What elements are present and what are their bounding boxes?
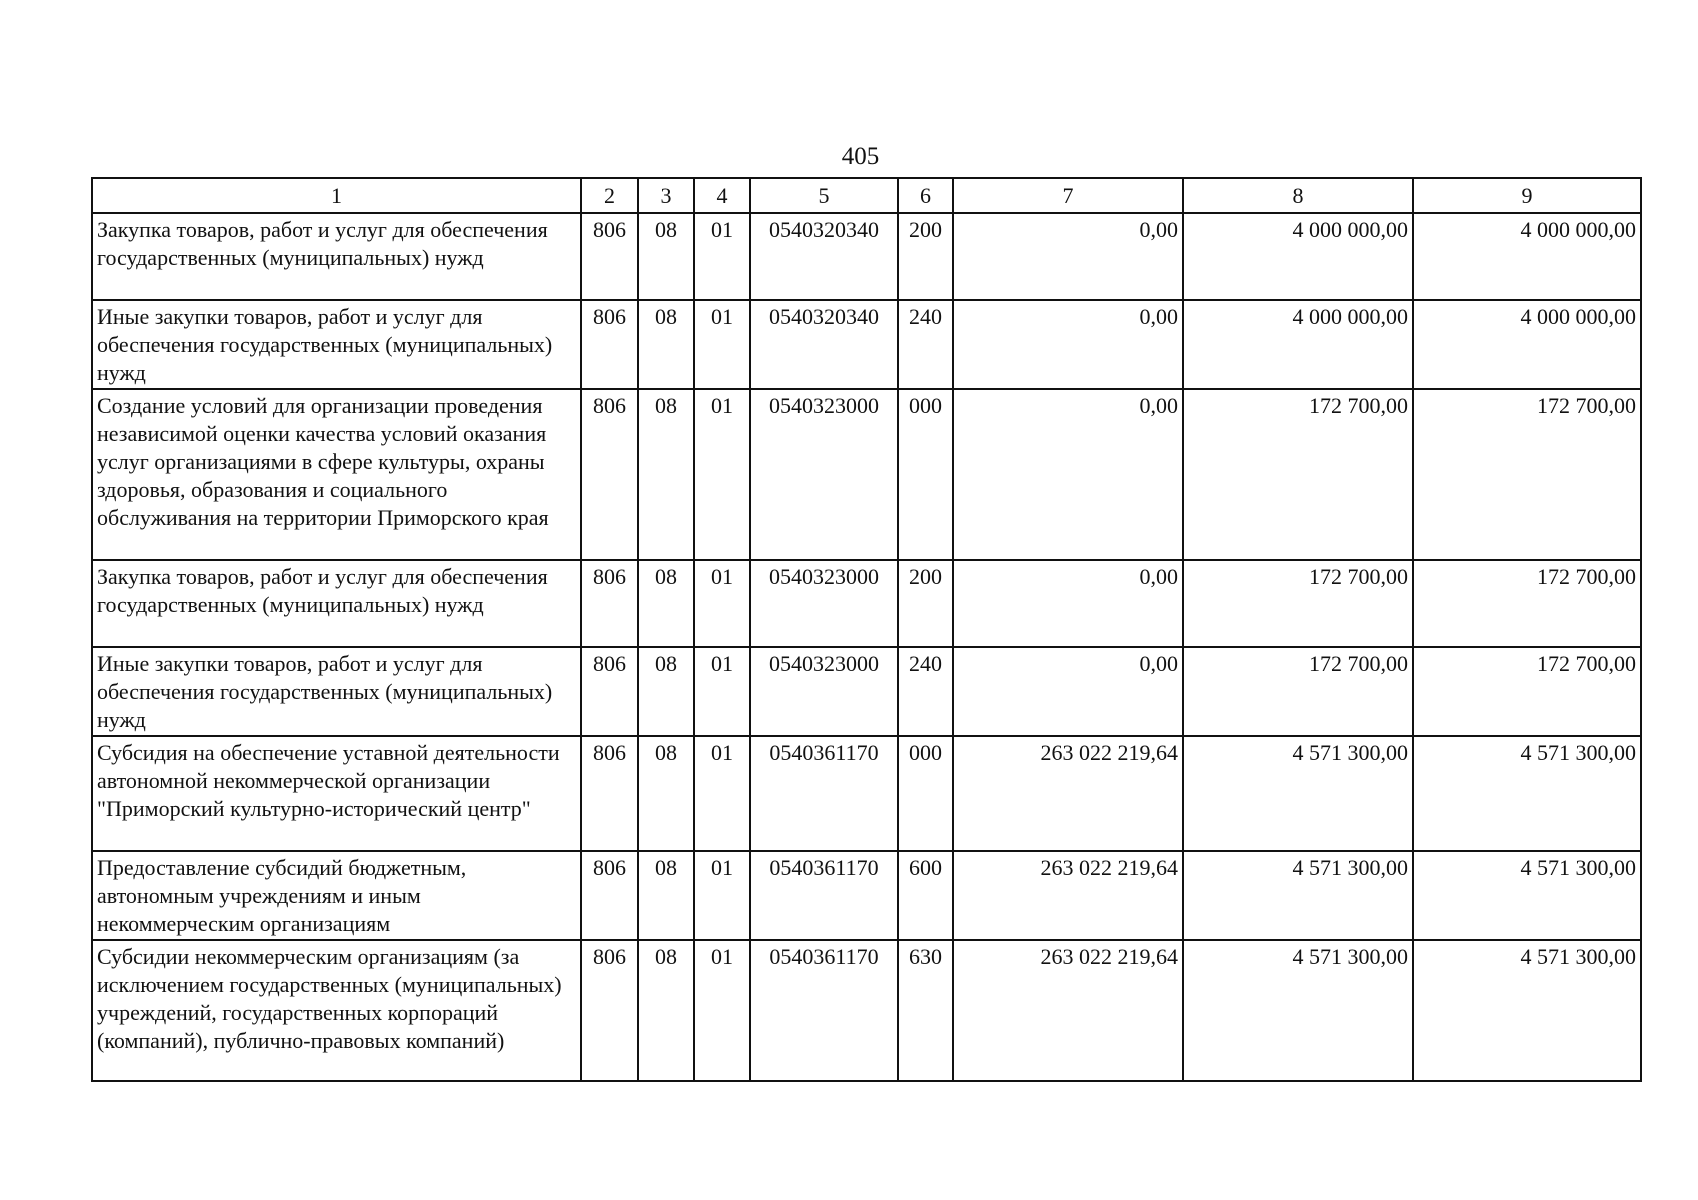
cell-target-article: 0540323000 [750,560,898,647]
cell-amount-9: 172 700,00 [1413,647,1641,736]
cell-target-article: 0540320340 [750,300,898,389]
cell-target-article: 0540320340 [750,213,898,300]
cell-target-article: 0540323000 [750,647,898,736]
cell-expense-type: 200 [898,213,953,300]
column-header: 2 [581,178,638,213]
cell-expense-type: 630 [898,940,953,1081]
cell-amount-7: 0,00 [953,213,1183,300]
column-header: 6 [898,178,953,213]
cell-amount-8: 4 571 300,00 [1183,736,1413,851]
row-description: Субсидии некоммерческим организациям (за исключением государственных (муниципальных) учреждений, государственных корпораций (компаний), публично-правовых компаний) [92,940,581,1081]
table-row [92,213,1641,300]
row-description: Субсидия на обеспечение уставной деятельности автономной некоммерческой организации "Приморский культурно-исторический центр" [92,736,581,851]
row-description: Закупка товаров, работ и услуг для обеспечения государственных (муниципальных) нужд [92,213,581,300]
cell-amount-9: 4 571 300,00 [1413,940,1641,1081]
cell-amount-8: 4 571 300,00 [1183,940,1413,1081]
column-number-row [92,178,1641,213]
row-description: Предоставление субсидий бюджетным, автономным учреждениям и иным некоммерческим организациям [92,851,581,940]
cell-amount-9: 4 000 000,00 [1413,213,1641,300]
cell-amount-7: 0,00 [953,647,1183,736]
cell-section: 08 [638,736,694,851]
cell-section: 08 [638,389,694,560]
cell-amount-7: 0,00 [953,389,1183,560]
cell-ministry-code: 806 [581,736,638,851]
table-row [92,736,1641,851]
cell-amount-7: 263 022 219,64 [953,851,1183,940]
cell-expense-type: 600 [898,851,953,940]
row-description: Иные закупки товаров, работ и услуг для обеспечения государственных (муниципальных) нужд [92,300,581,389]
cell-expense-type: 200 [898,560,953,647]
column-header: 8 [1183,178,1413,213]
column-header: 7 [953,178,1183,213]
column-header: 3 [638,178,694,213]
column-header: 1 [92,178,581,213]
cell-subsection: 01 [694,647,750,736]
cell-amount-8: 172 700,00 [1183,389,1413,560]
table-row [92,851,1641,940]
cell-subsection: 01 [694,560,750,647]
cell-target-article: 0540361170 [750,851,898,940]
row-description: Закупка товаров, работ и услуг для обеспечения государственных (муниципальных) нужд [92,560,581,647]
column-header: 5 [750,178,898,213]
cell-target-article: 0540323000 [750,389,898,560]
cell-amount-9: 172 700,00 [1413,389,1641,560]
cell-section: 08 [638,647,694,736]
cell-amount-8: 4 000 000,00 [1183,300,1413,389]
cell-ministry-code: 806 [581,647,638,736]
cell-amount-8: 4 571 300,00 [1183,851,1413,940]
cell-subsection: 01 [694,851,750,940]
cell-ministry-code: 806 [581,213,638,300]
cell-target-article: 0540361170 [750,736,898,851]
cell-subsection: 01 [694,389,750,560]
table-row [92,647,1641,736]
table-row [92,940,1641,1081]
cell-expense-type: 240 [898,300,953,389]
cell-amount-7: 263 022 219,64 [953,940,1183,1081]
cell-amount-9: 4 000 000,00 [1413,300,1641,389]
cell-target-article: 0540361170 [750,940,898,1081]
cell-section: 08 [638,940,694,1081]
table-row [92,560,1641,647]
cell-section: 08 [638,560,694,647]
cell-ministry-code: 806 [581,300,638,389]
cell-ministry-code: 806 [581,851,638,940]
cell-amount-7: 0,00 [953,300,1183,389]
cell-subsection: 01 [694,940,750,1081]
row-description: Создание условий для организации проведения независимой оценки качества условий оказания услуг организациями в сфере культуры, охраны здоровья, образования и социального обслуживания на территории Приморского края [92,389,581,560]
cell-expense-type: 000 [898,736,953,851]
budget-table [91,177,1642,1082]
column-header: 9 [1413,178,1641,213]
cell-amount-8: 172 700,00 [1183,560,1413,647]
cell-amount-9: 172 700,00 [1413,560,1641,647]
cell-section: 08 [638,300,694,389]
table-row [92,389,1641,560]
cell-expense-type: 000 [898,389,953,560]
cell-amount-8: 4 000 000,00 [1183,213,1413,300]
cell-amount-9: 4 571 300,00 [1413,851,1641,940]
cell-subsection: 01 [694,300,750,389]
cell-amount-9: 4 571 300,00 [1413,736,1641,851]
cell-ministry-code: 806 [581,940,638,1081]
cell-section: 08 [638,213,694,300]
cell-ministry-code: 806 [581,560,638,647]
cell-expense-type: 240 [898,647,953,736]
cell-ministry-code: 806 [581,389,638,560]
cell-section: 08 [638,851,694,940]
page-number: 405 [841,143,880,170]
cell-subsection: 01 [694,736,750,851]
cell-amount-7: 263 022 219,64 [953,736,1183,851]
cell-amount-7: 0,00 [953,560,1183,647]
table-row [92,300,1641,389]
column-header: 4 [694,178,750,213]
cell-amount-8: 172 700,00 [1183,647,1413,736]
row-description: Иные закупки товаров, работ и услуг для обеспечения государственных (муниципальных) нужд [92,647,581,736]
cell-subsection: 01 [694,213,750,300]
